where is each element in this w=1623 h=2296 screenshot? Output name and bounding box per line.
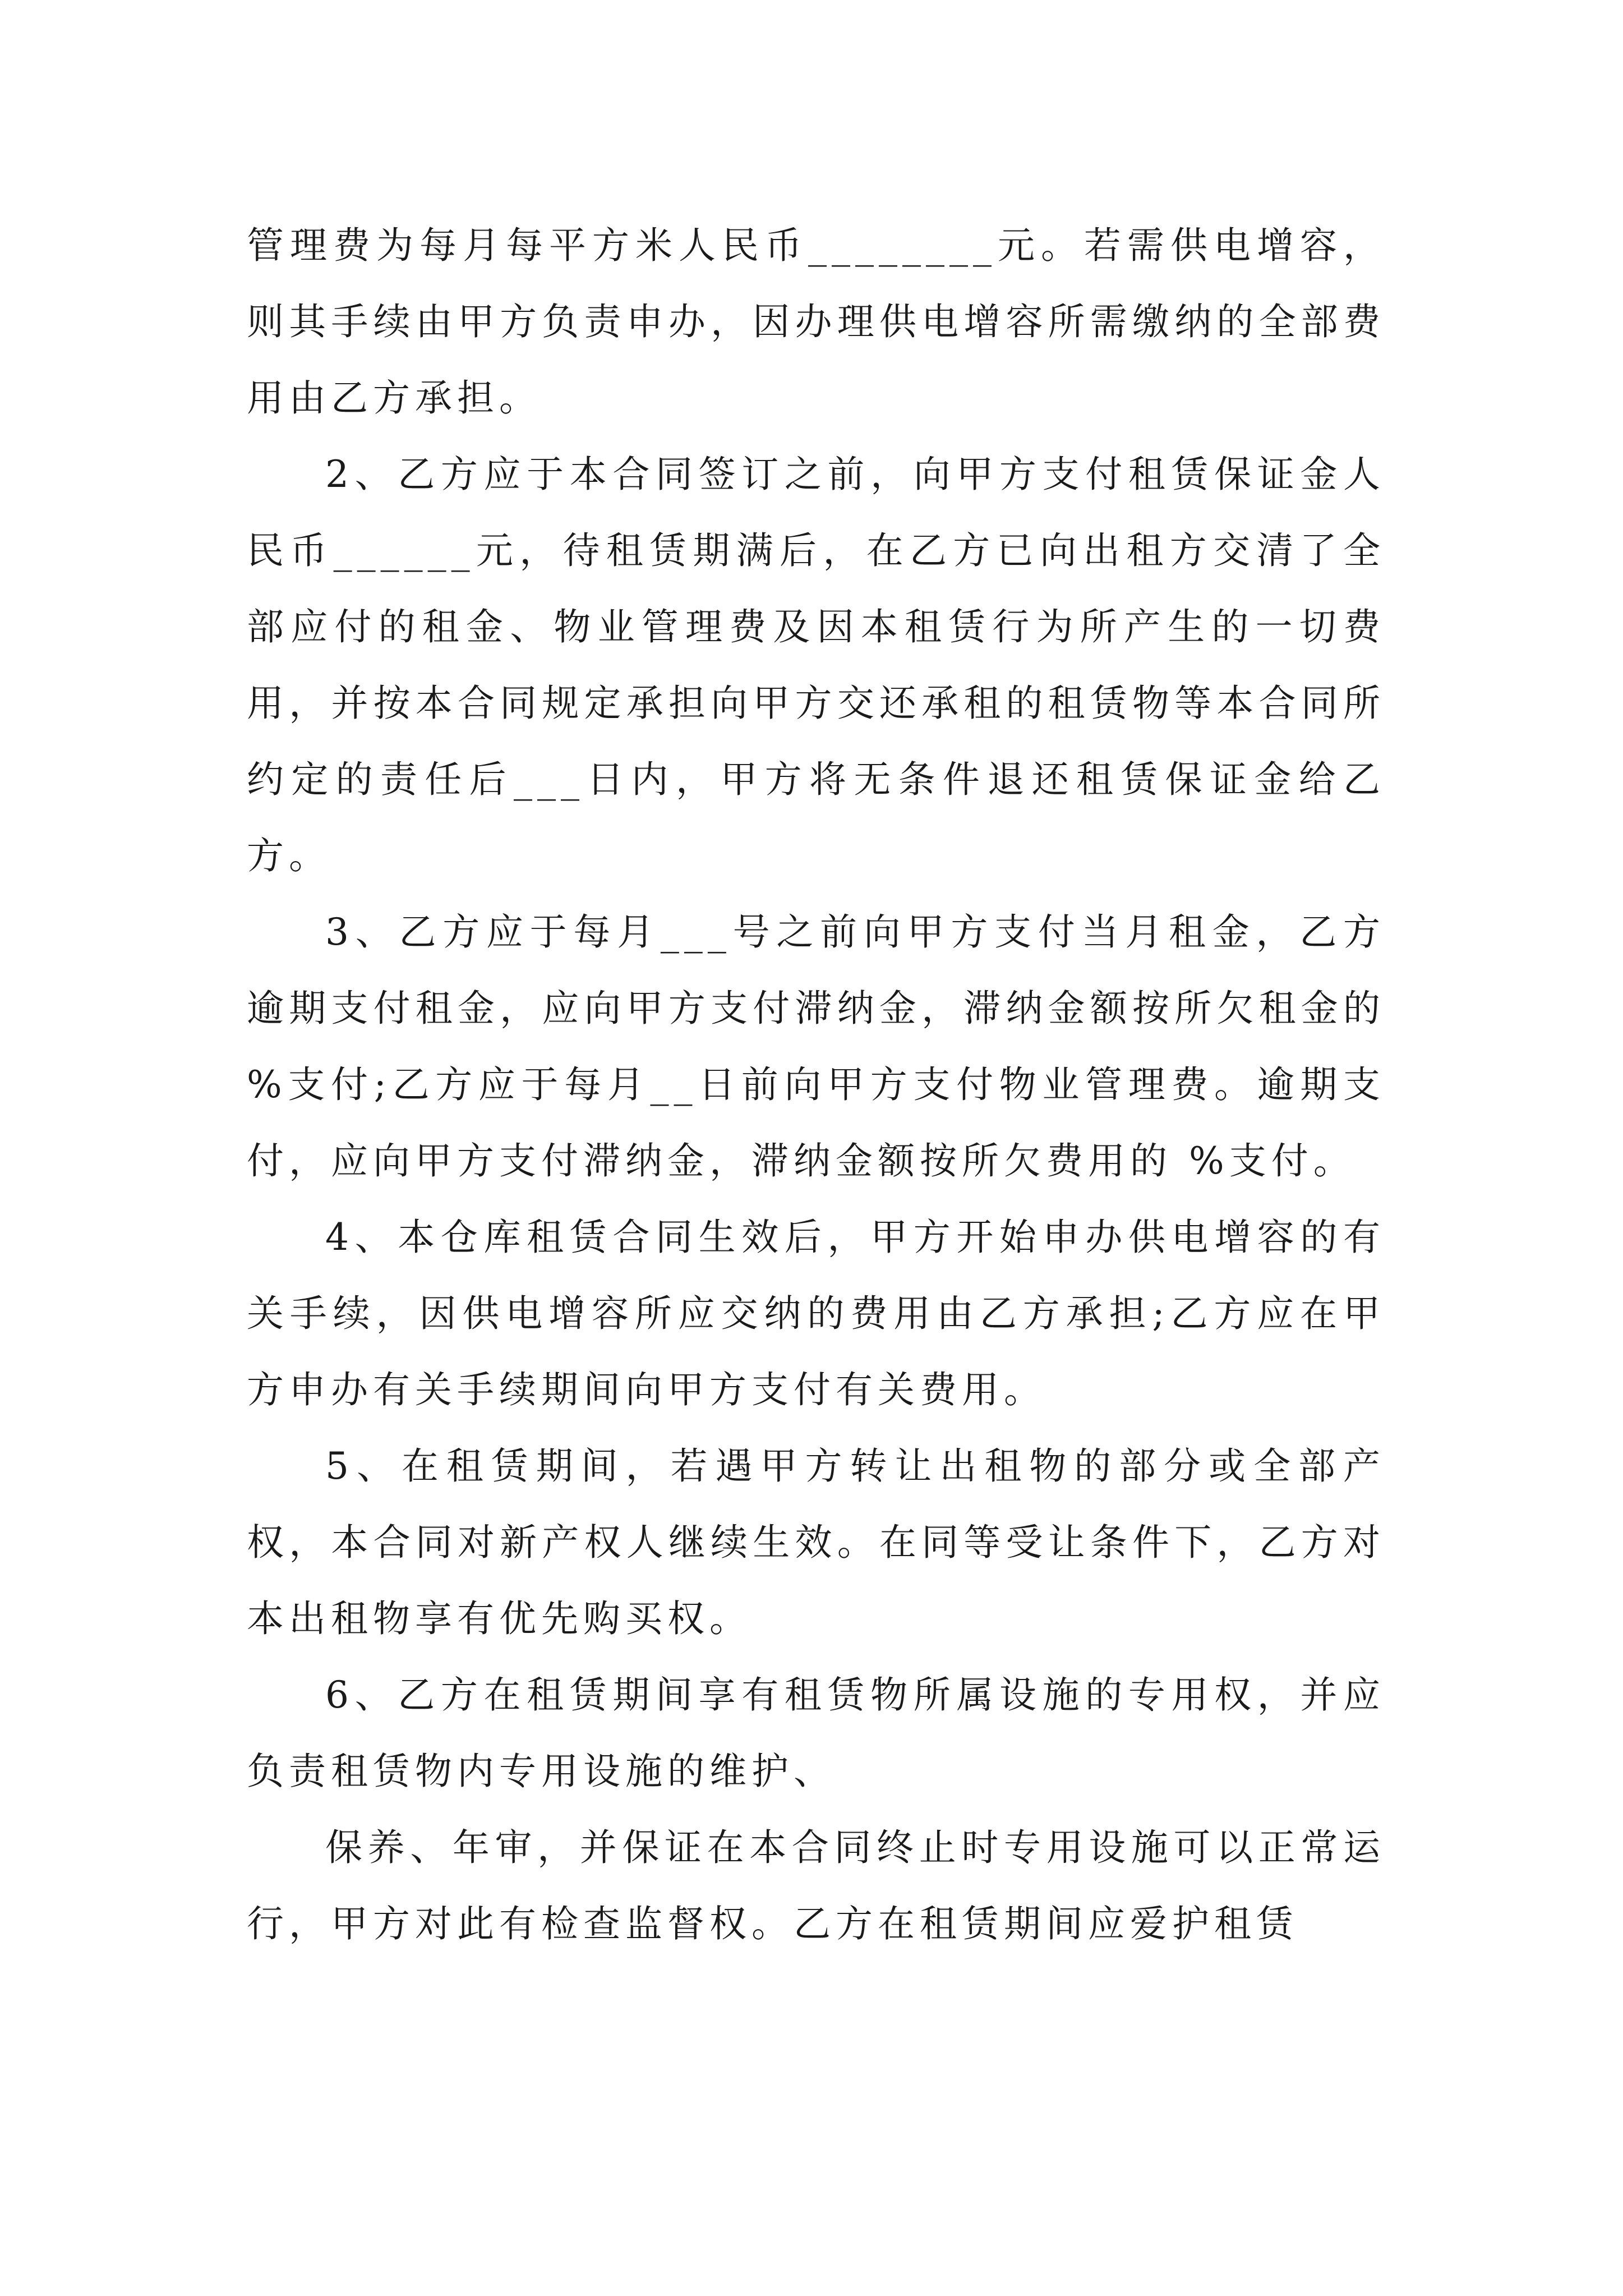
- paragraph-clause-3: 3、乙方应于每月___号之前向甲方支付当月租金，乙方逾期支付租金，应向甲方支付滞纳金，滞纳金额按所欠租金的 %支付;乙方应于每月__日前向甲方支付物业管理费。逾期支付，应向甲方支付滞纳金，滞纳金额按所欠费用的 %支付。: [247, 910, 1385, 1182]
- paragraph-management-fee: 管理费为每月每平方米人民币________元。若需供电增容，则其手续由甲方负责申办，因办理供电增容所需缴纳的全部费用由乙方承担。: [247, 224, 1385, 420]
- paragraph-clause-6: 6、乙方在租赁期间享有租赁物所属设施的专用权，并应负责租赁物内专用设施的维护、: [247, 1673, 1385, 1793]
- paragraph-clause-6-continued: 保养、年审，并保证在本合同终止时专用设施可以正常运行，甲方对此有检查监督权。乙方在租赁期间应爱护租赁: [247, 1826, 1385, 1945]
- paragraph-clause-2: 2、乙方应于本合同签订之前，向甲方支付租赁保证金人民币______元，待租赁期满后，在乙方已向出租方交清了全部应付的租金、物业管理费及因本租赁行为所产生的一切费用，并按本合同规定承担向甲方交还承租的租赁物等本合同所约定的责任后___日内，甲方将无条件退还租赁保证金给乙方。: [247, 453, 1385, 877]
- paragraph-clause-5: 5、在租赁期间，若遇甲方转让出租物的部分或全部产权，本合同对新产权人继续生效。在同等受让条件下，乙方对本出租物享有优先购买权。: [247, 1444, 1385, 1640]
- document-body: [247, 208, 1385, 1962]
- paragraph-clause-4: 4、本仓库租赁合同生效后，甲方开始申办供电增容的有关手续，因供电增容所应交纳的费用由乙方承担;乙方应在甲方申办有关手续期间向甲方支付有关费用。: [247, 1216, 1385, 1411]
